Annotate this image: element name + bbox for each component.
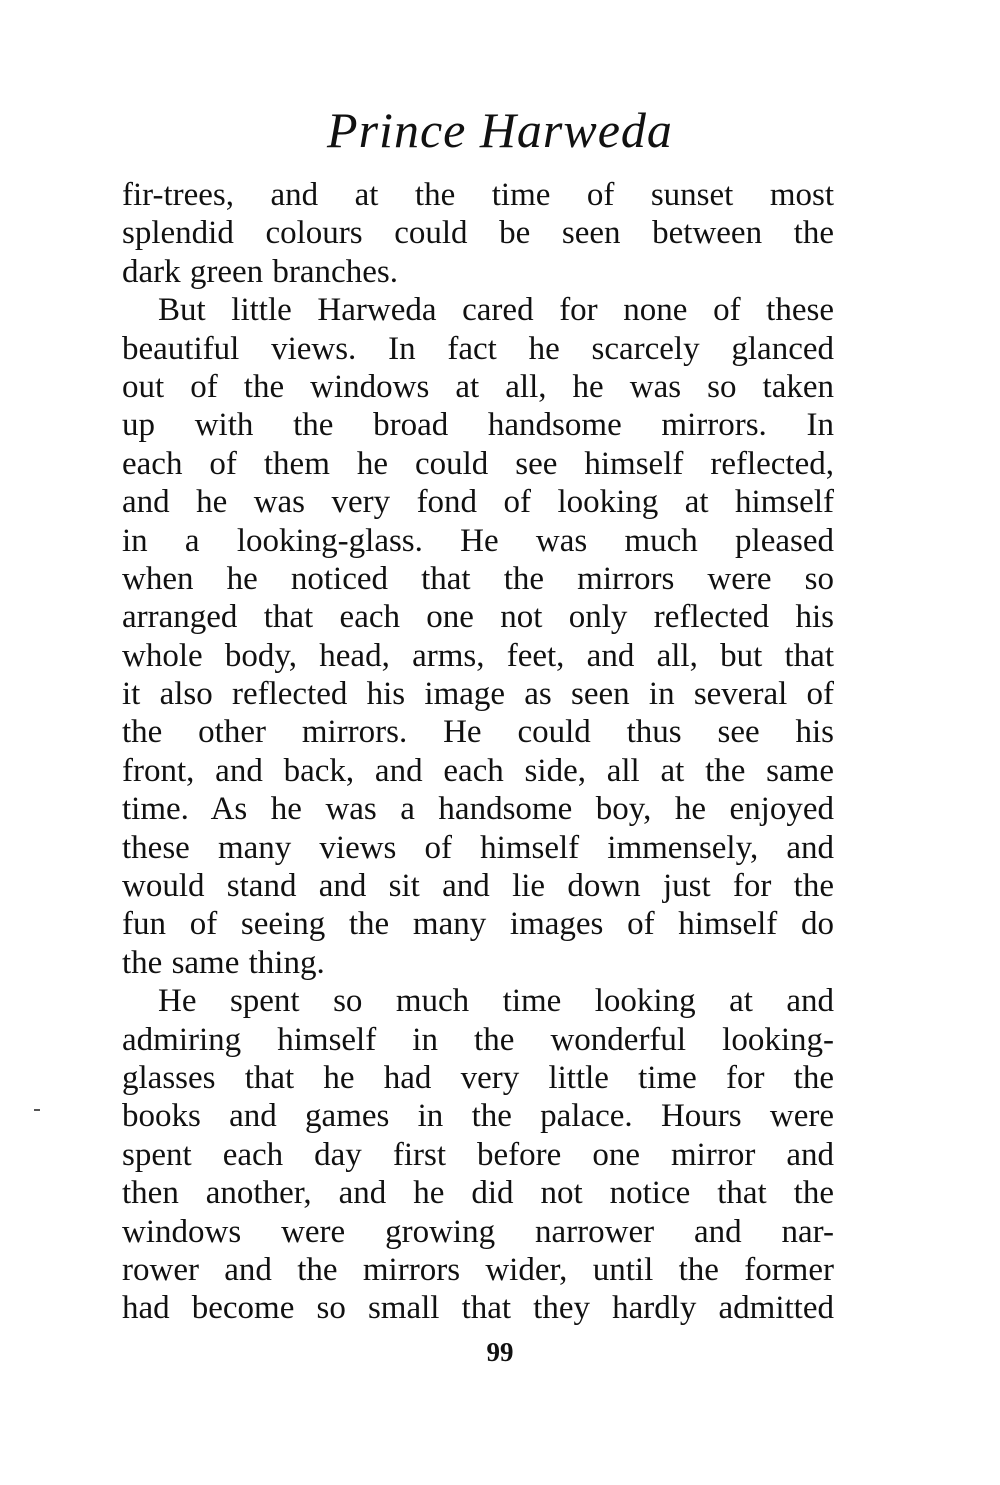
running-head-title: Prince Harweda [327, 102, 673, 158]
text-line: would stand and sit and lie down just for the [122, 868, 834, 905]
text-line: and he was very fond of looking at himself [122, 484, 834, 521]
text-line: whole body, head, arms, feet, and all, but that [122, 637, 834, 674]
page-number: 99 [486, 1337, 514, 1367]
text-line: front, and back, and each side, all at the same [122, 752, 834, 789]
text-line: rower and the mirrors wider, until the former [122, 1251, 834, 1288]
text-line: time. As he was a handsome boy, he enjoyed [122, 791, 834, 828]
text-line: in a looking-glass. He was much pleased [122, 522, 834, 559]
text-line: spent each day first before one mirror and [122, 1136, 834, 1173]
text-line: dark green branches. [122, 253, 398, 290]
text-line: the other mirrors. He could thus see his [122, 714, 834, 751]
text-line: admiring himself in the wonderful looking- [122, 1021, 834, 1058]
text-line: it also reflected his image as seen in several of [122, 676, 834, 713]
text-line: had become so small that they hardly admitted [122, 1290, 834, 1327]
text-line: He spent so much time looking at and [158, 983, 834, 1020]
text-line: splendid colours could be seen between the [122, 215, 834, 252]
text-line: beautiful views. In fact he scarcely glanced [122, 330, 834, 367]
text-line: then another, and he did not notice that the [122, 1175, 834, 1212]
text-line: these many views of himself immensely, and [122, 829, 834, 866]
text-line: the same thing. [122, 944, 325, 981]
text-line: when he noticed that the mirrors were so [122, 560, 834, 597]
text-line: arranged that each one not only reflected his [122, 599, 834, 636]
text-line: windows were growing narrower and nar- [122, 1213, 834, 1250]
text-line: out of the windows at all, he was so taken [122, 368, 834, 405]
scan-artifact-mark [34, 1109, 40, 1111]
text-line: up with the broad handsome mirrors. In [122, 407, 834, 444]
text-line: glasses that he had very little time for the [122, 1059, 834, 1096]
text-line: books and games in the palace. Hours were [122, 1098, 834, 1135]
text-line: fir-trees, and at the time of sunset most [122, 177, 834, 213]
text-line: each of them he could see himself reflected, [122, 445, 834, 482]
body-text [122, 176, 834, 1328]
text-line: But little Harweda cared for none of these [158, 292, 834, 329]
text-line: fun of seeing the many images of himself do [122, 906, 834, 943]
